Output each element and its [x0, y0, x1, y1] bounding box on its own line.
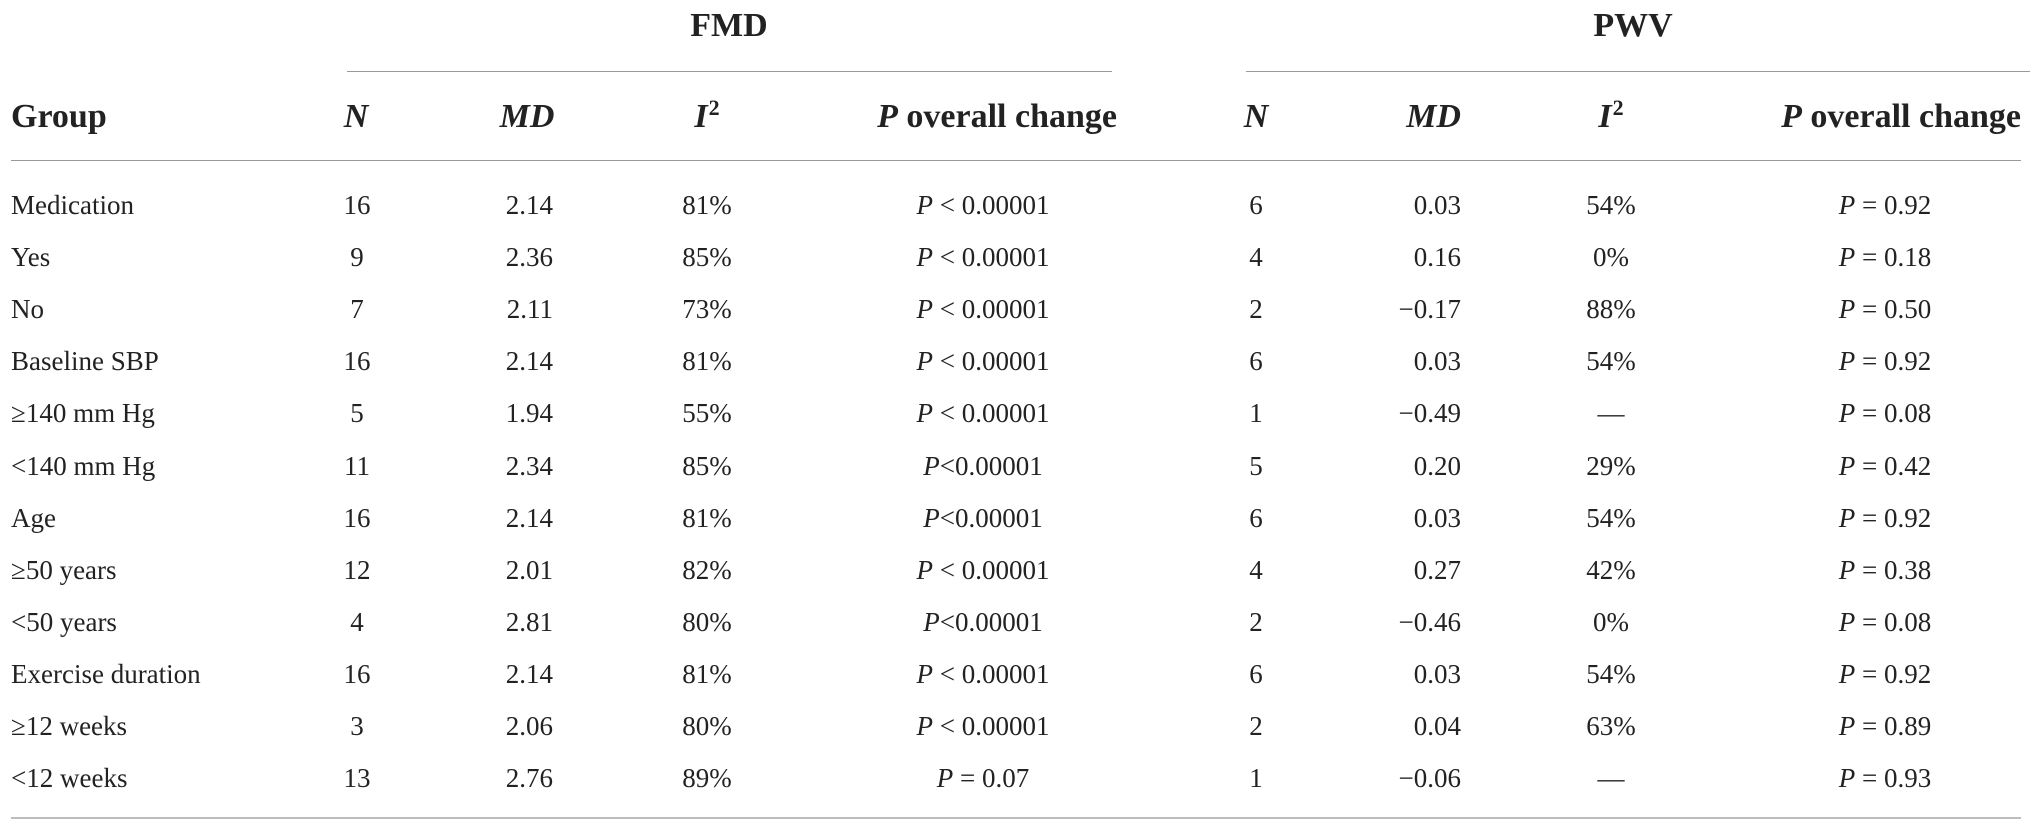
cell-pwv-md: −0.06 — [1398, 763, 1461, 793]
col-header-pwv-n: N — [1243, 98, 1269, 135]
cell-pwv-p — [1839, 192, 1931, 219]
cell-pwv-i2: 0% — [1593, 607, 1629, 637]
p-letter: P — [1838, 398, 1856, 428]
cell-fmd-i2: 81% — [682, 190, 732, 220]
cell-fmd-p — [917, 192, 1050, 219]
p-value: = 0.07 — [953, 763, 1030, 793]
cell-pwv-md: 0.03 — [1413, 190, 1461, 220]
cell-pwv-p — [1839, 505, 1931, 532]
p-letter: P — [936, 763, 954, 793]
p-value: <0.00001 — [939, 503, 1043, 533]
p-label: overall change — [906, 98, 1117, 135]
p-value: = 0.18 — [1855, 242, 1932, 272]
p-value: = 0.93 — [1855, 763, 1932, 793]
cell-fmd-md: 2.81 — [505, 607, 553, 637]
p-value: = 0.08 — [1855, 607, 1932, 637]
cell-pwv-n: 5 — [1249, 451, 1263, 481]
cell-pwv-i2: 0% — [1593, 242, 1629, 272]
cell-fmd-n: 16 — [343, 659, 371, 689]
cell-fmd-p — [923, 505, 1042, 532]
col-header-pwv-i2 — [1598, 95, 1624, 135]
cell-fmd-p — [917, 348, 1050, 375]
cell-pwv-i2: 54% — [1586, 190, 1636, 220]
cell-group: Baseline SBP — [11, 346, 159, 376]
cell-pwv-i2: 29% — [1586, 451, 1636, 481]
p-letter: P — [916, 555, 934, 585]
cell-pwv-md: 0.03 — [1413, 503, 1461, 533]
header-bottom-rule — [11, 160, 2021, 161]
p-letter: P — [916, 242, 934, 272]
p-letter: P — [1838, 555, 1856, 585]
cell-pwv-n: 6 — [1249, 190, 1263, 220]
p-letter: P — [923, 607, 940, 637]
cell-fmd-n: 16 — [343, 503, 371, 533]
cell-group: ≥12 weeks — [11, 711, 128, 741]
cell-pwv-md: 0.20 — [1413, 451, 1461, 481]
cell-pwv-n: 2 — [1249, 607, 1263, 637]
cell-fmd-md: 2.06 — [505, 711, 553, 741]
cell-pwv-p — [1839, 557, 1931, 584]
cell-pwv-p — [1839, 348, 1931, 375]
cell-fmd-i2: 73% — [682, 294, 732, 324]
p-value: < 0.00001 — [933, 659, 1050, 689]
cell-pwv-i2: 54% — [1586, 503, 1636, 533]
cell-fmd-i2: 55% — [682, 398, 732, 428]
col-header-fmd-md: MD — [499, 98, 555, 135]
cell-fmd-md: 2.76 — [505, 763, 553, 793]
cell-group: ≥140 mm Hg — [11, 398, 155, 428]
p-letter: P — [916, 398, 934, 428]
cell-fmd-md: 2.01 — [505, 555, 553, 585]
cell-pwv-p — [1839, 453, 1931, 480]
cell-fmd-p — [923, 453, 1042, 480]
i-letter: I — [1598, 98, 1612, 135]
cell-fmd-i2: 80% — [682, 607, 732, 637]
cell-fmd-n: 9 — [350, 242, 364, 272]
cell-fmd-p — [917, 557, 1050, 584]
cell-pwv-n: 6 — [1249, 503, 1263, 533]
p-letter: P — [916, 711, 934, 741]
pwv-header-rule — [1246, 71, 2030, 72]
cell-fmd-i2: 81% — [682, 346, 732, 376]
cell-pwv-i2: 54% — [1586, 659, 1636, 689]
cell-pwv-n: 4 — [1249, 555, 1263, 585]
cell-fmd-i2: 81% — [682, 503, 732, 533]
col-header-pwv-p — [1781, 100, 2021, 134]
cell-pwv-n: 6 — [1249, 346, 1263, 376]
cell-pwv-md: 0.03 — [1413, 346, 1461, 376]
cell-fmd-i2: 85% — [682, 242, 732, 272]
cell-pwv-n: 1 — [1249, 398, 1263, 428]
cell-group: Medication — [11, 190, 134, 220]
cell-pwv-n: 6 — [1249, 659, 1263, 689]
cell-fmd-n: 5 — [350, 398, 364, 428]
cell-pwv-i2: 42% — [1586, 555, 1636, 585]
p-value: = 0.92 — [1855, 346, 1932, 376]
cell-pwv-n: 2 — [1249, 711, 1263, 741]
p-value: <0.00001 — [939, 607, 1043, 637]
cell-pwv-md: −0.49 — [1398, 398, 1461, 428]
p-value: < 0.00001 — [933, 242, 1050, 272]
cell-pwv-p — [1839, 661, 1931, 688]
cell-fmd-n: 4 — [350, 607, 364, 637]
p-letter: P — [916, 190, 934, 220]
cell-fmd-n: 16 — [343, 346, 371, 376]
cell-pwv-i2: — — [1597, 763, 1625, 793]
col-header-fmd-n: N — [343, 98, 369, 135]
cell-pwv-p — [1839, 713, 1931, 740]
cell-pwv-p — [1839, 296, 1931, 323]
p-letter: P — [1838, 294, 1856, 324]
cell-fmd-md: 2.14 — [505, 190, 553, 220]
table-bottom-rule — [11, 817, 2021, 819]
cell-fmd-md: 2.14 — [505, 346, 553, 376]
cell-fmd-n: 11 — [344, 451, 370, 481]
cell-fmd-n: 3 — [350, 711, 364, 741]
superscript-two: 2 — [708, 95, 720, 120]
p-letter: P — [1838, 711, 1856, 741]
cell-fmd-p — [937, 765, 1029, 792]
p-letter: P — [1838, 451, 1856, 481]
col-header-fmd-i2 — [694, 95, 720, 135]
cell-pwv-md: 0.03 — [1413, 659, 1461, 689]
cell-fmd-i2: 85% — [682, 451, 732, 481]
p-value: < 0.00001 — [933, 398, 1050, 428]
cell-pwv-n: 1 — [1249, 763, 1263, 793]
p-value: < 0.00001 — [933, 555, 1050, 585]
cell-group: No — [11, 294, 44, 324]
p-letter: P — [923, 451, 940, 481]
p-value: < 0.00001 — [933, 190, 1050, 220]
cell-pwv-i2: 88% — [1586, 294, 1636, 324]
fmd-group-header: FMD — [690, 7, 768, 44]
cell-fmd-md: 2.11 — [506, 294, 553, 324]
cell-pwv-n: 4 — [1249, 242, 1263, 272]
cell-pwv-md: 0.27 — [1413, 555, 1461, 585]
cell-fmd-i2: 80% — [682, 711, 732, 741]
p-value: = 0.08 — [1855, 398, 1932, 428]
p-letter: P — [1838, 503, 1856, 533]
superscript-two: 2 — [1612, 95, 1624, 120]
fmd-header-rule — [347, 71, 1112, 72]
p-letter: P — [916, 294, 934, 324]
cell-fmd-md: 2.34 — [505, 451, 553, 481]
p-letter: P — [1781, 98, 1802, 135]
p-value: < 0.00001 — [933, 346, 1050, 376]
cell-fmd-md: 2.14 — [505, 659, 553, 689]
p-value: <0.00001 — [939, 451, 1043, 481]
col-header-fmd-p — [877, 100, 1117, 134]
cell-group: Yes — [11, 242, 51, 272]
p-letter: P — [916, 346, 934, 376]
cell-group: <50 years — [11, 607, 117, 637]
cell-pwv-n: 2 — [1249, 294, 1263, 324]
cell-pwv-p — [1839, 765, 1931, 792]
col-header-group: Group — [11, 98, 107, 135]
p-value: = 0.50 — [1855, 294, 1932, 324]
p-letter: P — [916, 659, 934, 689]
p-value: = 0.42 — [1855, 451, 1932, 481]
p-value: = 0.92 — [1855, 503, 1932, 533]
cell-fmd-md: 1.94 — [505, 398, 553, 428]
cell-pwv-md: 0.16 — [1413, 242, 1461, 272]
cell-pwv-i2: 63% — [1586, 711, 1636, 741]
cell-fmd-i2: 89% — [682, 763, 732, 793]
p-value: = 0.38 — [1855, 555, 1932, 585]
p-letter: P — [1838, 659, 1856, 689]
cell-pwv-md: −0.46 — [1398, 607, 1461, 637]
cell-fmd-p — [917, 296, 1050, 323]
cell-fmd-p — [923, 609, 1042, 636]
cell-pwv-md: −0.17 — [1398, 294, 1461, 324]
cell-fmd-n: 12 — [343, 555, 371, 585]
cell-fmd-md: 2.36 — [505, 242, 553, 272]
cell-group: ≥50 years — [11, 555, 117, 585]
cell-fmd-n: 16 — [343, 190, 371, 220]
cell-pwv-i2: 54% — [1586, 346, 1636, 376]
p-letter: P — [1838, 346, 1856, 376]
p-value: = 0.92 — [1855, 659, 1932, 689]
cell-group: <140 mm Hg — [11, 451, 156, 481]
p-value: = 0.92 — [1855, 190, 1932, 220]
cell-fmd-p — [917, 661, 1050, 688]
pwv-group-header: PWV — [1593, 7, 1673, 44]
cell-pwv-p — [1839, 609, 1931, 636]
cell-group: <12 weeks — [11, 763, 128, 793]
col-header-pwv-md: MD — [1406, 98, 1461, 135]
p-letter: P — [1838, 242, 1856, 272]
p-letter: P — [1838, 607, 1856, 637]
cell-fmd-p — [917, 400, 1050, 427]
cell-fmd-n: 7 — [350, 294, 364, 324]
p-letter: P — [1838, 190, 1856, 220]
cell-pwv-p — [1839, 400, 1931, 427]
cell-pwv-i2: — — [1597, 398, 1625, 428]
p-letter: P — [923, 503, 940, 533]
p-value: < 0.00001 — [933, 711, 1050, 741]
i-letter: I — [694, 98, 708, 135]
cell-fmd-p — [917, 244, 1050, 271]
cell-fmd-n: 13 — [343, 763, 371, 793]
p-value: < 0.00001 — [933, 294, 1050, 324]
cell-group: Age — [11, 503, 56, 533]
p-value: = 0.89 — [1855, 711, 1932, 741]
cell-pwv-md: 0.04 — [1413, 711, 1461, 741]
p-letter: P — [877, 98, 898, 135]
p-letter: P — [1838, 763, 1856, 793]
cell-pwv-p — [1839, 244, 1931, 271]
cell-fmd-md: 2.14 — [505, 503, 553, 533]
cell-fmd-i2: 82% — [682, 555, 732, 585]
cell-group: Exercise duration — [11, 659, 201, 689]
p-label: overall change — [1810, 98, 2021, 135]
cell-fmd-i2: 81% — [682, 659, 732, 689]
cell-fmd-p — [917, 713, 1050, 740]
